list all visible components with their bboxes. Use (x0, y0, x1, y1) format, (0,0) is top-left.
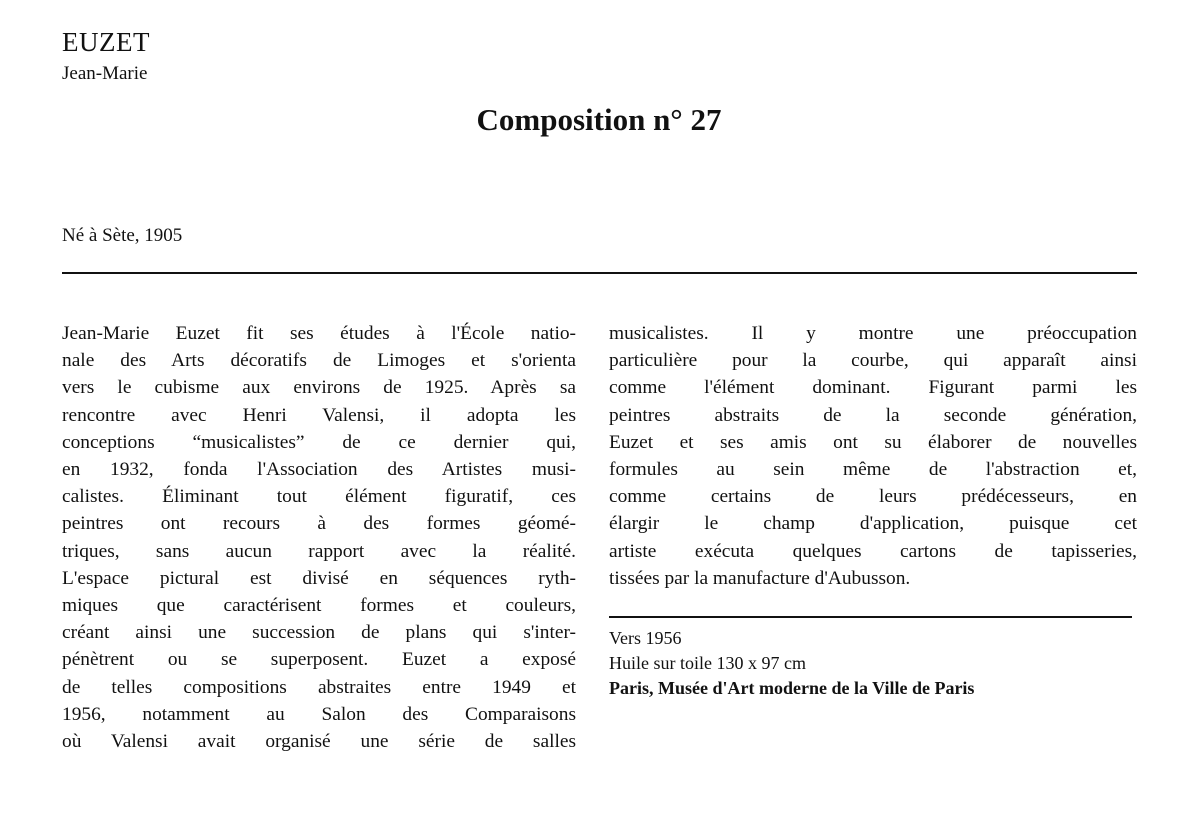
header-divider (62, 272, 1137, 274)
text-line: Jean-Marie Euzet fit ses études à l'École natio- (62, 323, 576, 344)
text-line: particulière pour la courbe, qui apparaît ainsi (609, 350, 1137, 372)
text-line: triques, sans aucun rapport avec la réalité. (62, 540, 576, 562)
text-line: pénètrent ou se superposent. Euzet a exposé (62, 649, 576, 671)
artist-first-name: Jean-Marie (62, 63, 148, 84)
text-line: créant ainsi une succession de plans qui s'inter- (62, 622, 576, 644)
birth-info: Né à Sète, 1905 (62, 225, 183, 246)
text-line: L'espace pictural est divisé en séquences ryth- (62, 567, 576, 589)
text-line: rencontre avec Henri Valensi, il adopta les (62, 404, 576, 426)
text-line: comme certains de leurs prédécesseurs, en (609, 486, 1137, 508)
text-line: 1956, notamment au Salon des Comparaisons (62, 703, 576, 725)
text-line: formules au sein même de l'abstraction et, (609, 459, 1137, 481)
body-text-left-column (62, 320, 576, 755)
text-line: comme l'élément dominant. Figurant parmi les (609, 377, 1137, 399)
artist-last-name: EUZET (62, 27, 150, 57)
work-title: Composition n° 27 (476, 102, 722, 137)
text-line: miques que caractérisent formes et couleurs, (62, 595, 576, 617)
text-line: de telles compositions abstraites entre 1949 et (62, 676, 576, 698)
text-line: musicalistes. Il y montre une préoccupation (609, 323, 1137, 344)
artwork-date: Vers 1956 (609, 628, 682, 648)
text-line: vers le cubisme aux environs de 1925. Après sa (62, 377, 576, 399)
artwork-collection: Paris, Musée d'Art moderne de la Ville de Paris (609, 678, 975, 698)
artwork-caption (609, 626, 974, 701)
caption-divider (609, 616, 1132, 618)
text-line: peintres abstraits de la seconde génération, (609, 404, 1137, 426)
text-line: conceptions “musicalistes” de ce dernier qui, (62, 431, 576, 453)
text-line: artiste exécuta quelques cartons de tapisseries, (609, 540, 1137, 562)
text-line: en 1932, fonda l'Association des Artistes musi- (62, 459, 576, 481)
text-line: tissées par la manufacture d'Aubusson. (609, 567, 911, 589)
body-text-right-column (609, 320, 1137, 592)
text-line: élargir le champ d'application, puisque cet (609, 513, 1137, 535)
text-line: calistes. Éliminant tout élément figuratif, ces (62, 486, 576, 508)
artwork-medium: Huile sur toile 130 x 97 cm (609, 653, 806, 673)
text-line: Euzet et ses amis ont su élaborer de nouvelles (609, 431, 1137, 453)
text-line: peintres ont recours à des formes géomé- (62, 513, 576, 535)
text-line: où Valensi avait organisé une série de salles (62, 731, 576, 753)
text-line: nale des Arts décoratifs de Limoges et s'orienta (62, 350, 576, 372)
